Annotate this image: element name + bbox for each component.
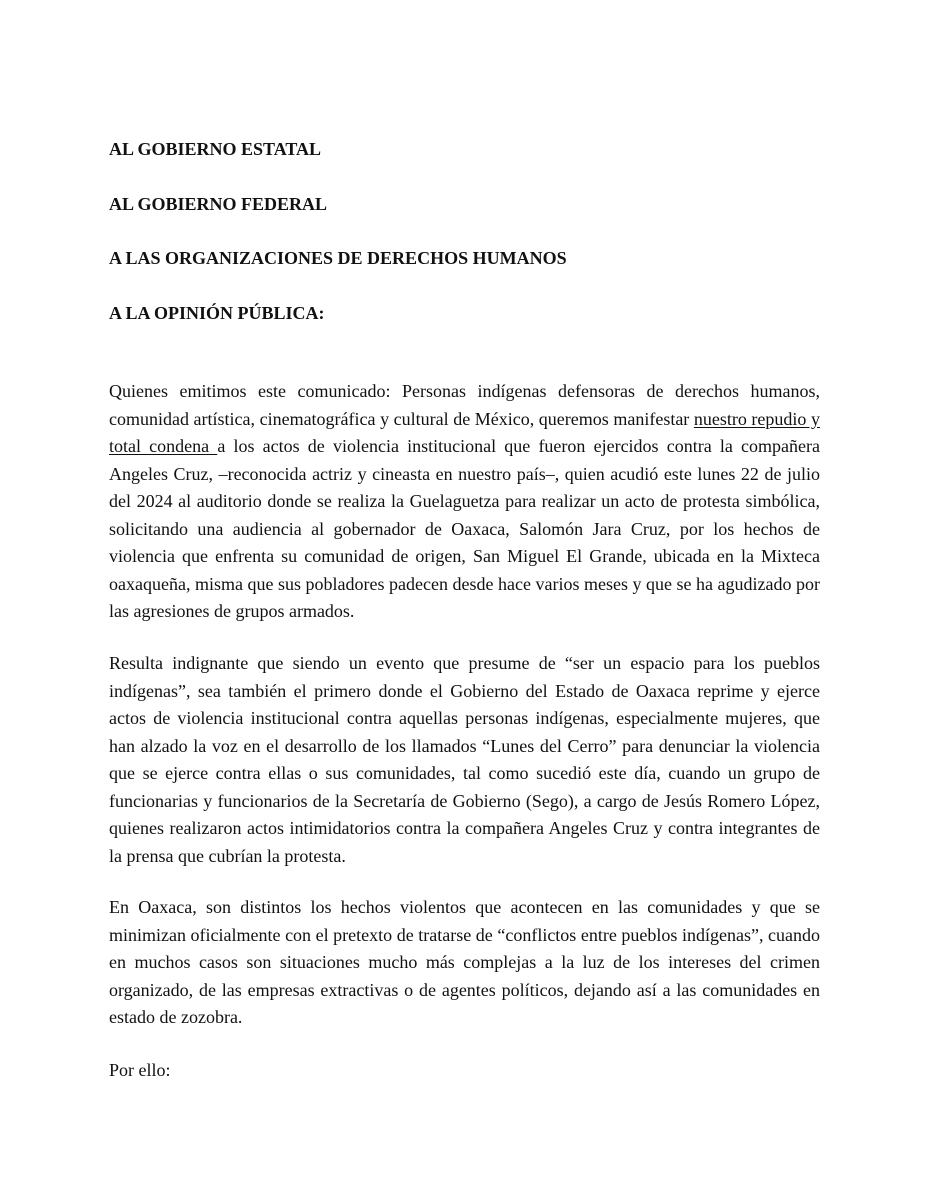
addressee-human-rights-organizations: A LAS ORGANIZACIONES DE DERECHOS HUMANOS xyxy=(109,248,567,268)
addressee-public-opinion: A LA OPINIÓN PÚBLICA: xyxy=(109,303,325,323)
paragraph-statement-intro: Quienes emitimos este comunicado: Personas indígenas defensoras de derechos humanos, comunidad artística, cinematográfica y cultural de México, queremos manifestar xyxy=(109,381,820,429)
document-page xyxy=(109,0,820,1200)
paragraph-indignation: Resulta indignante que siendo un evento que presume de “ser un espacio para los pueblos indígenas”, sea también el primero donde el Gobierno del Estado de Oaxaca reprime y ejerce actos de violencia institucional contra aquellas personas indígenas, especialmente mujeres, que han alzado la voz en el desarrollo de los llamados “Lunes del Cerro” para denunciar la violencia que se ejerce contra ellas o sus comunidades, tal como sucedió este día, cuando un grupo de funcionarias y funcionarios de la Secretaría de Gobierno (Sego), a cargo de Jesús Romero López, quienes realizaron actos intimidatorios contra la compañera Angeles Cruz y contra integrantes de la prensa que cubrían la protesta. xyxy=(109,653,820,866)
paragraph-statement-body: a los actos de violencia institucional que fueron ejercidos contra la compañera Angeles Cruz, –reconocida actriz y cineasta en nuestro país–, quien acudió este lunes 22 de julio del 2024 al auditorio donde se realiza la Guelaguetza para realizar un acto de protesta simbólica, solicitando una audiencia al gobernador de Oaxaca, Salomón Jara Cruz, por los hechos de violencia que enfrenta su comunidad de origen, San Miguel El Grande, ubicada en la Mixteca oaxaqueña, misma que sus pobladores padecen desde hace varios meses y que se ha agudizado por las agresiones de grupos armados. xyxy=(109,436,820,621)
paragraph-oaxaca-context: En Oaxaca, son distintos los hechos violentos que acontecen en las comunidades y que se minimizan oficialmente con el pretexto de tratarse de “conflictos entre pueblos indígenas”, cuando en muchos casos son situaciones mucho más complejas a la luz de los intereses del crimen organizado, de las empresas extractivas o de agentes políticos, dejando así a las comunidades en estado de zozobra. xyxy=(109,897,820,1027)
addressee-state-government: AL GOBIERNO ESTATAL xyxy=(109,139,322,159)
addressee-federal-government: AL GOBIERNO FEDERAL xyxy=(109,194,328,214)
closing-phrase: Por ello: xyxy=(109,1060,171,1080)
paragraph-statement xyxy=(109,378,820,626)
condemnation-emphasis: nuestro repudio y total condena xyxy=(109,408,820,456)
